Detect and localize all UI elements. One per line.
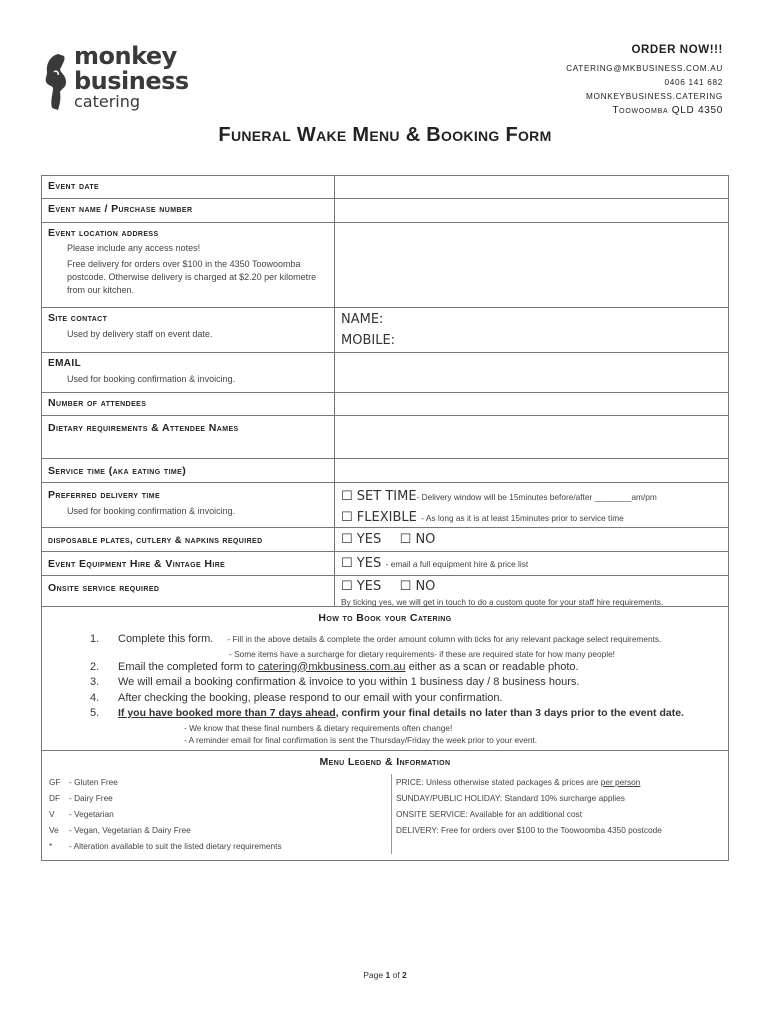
email-label: EMAIL <box>48 358 82 369</box>
flexible-option[interactable]: ☐ FLEXIBLE - As long as it is at least 15minutes prior to service time <box>341 510 624 525</box>
step-4: 4. After checking the booking, please respond to our email with your confirmation. <box>90 691 503 704</box>
onsite-label: Onsite service required <box>48 582 160 594</box>
row-equipment <box>42 552 728 576</box>
row-disposable <box>42 528 728 552</box>
step-5: 5. If you have booked more than 7 days ahead, confirm your final details no later than 3 days prior to the event date. <box>90 707 684 719</box>
equipment-yes-checkbox[interactable]: ☐ YES <box>341 556 382 571</box>
email-note: Used for booking confirmation & invoicing. <box>67 374 236 384</box>
site-contact-field[interactable] <box>335 308 728 352</box>
event-name-label: Event name / Purchase number <box>48 203 193 215</box>
equipment-note: - email a full equipment hire & price list <box>385 559 529 569</box>
legend-item: V - Vegetarian <box>49 808 114 819</box>
page-title: Funeral Wake Menu & Booking Form <box>218 124 552 146</box>
location-note-access: Please include any access notes! <box>67 243 201 253</box>
monkey-head-icon <box>44 52 70 112</box>
holiday-info: SUNDAY/PUBLIC HOLIDAY: Standard 10% surcharge applies <box>396 792 625 803</box>
contact-address: Toowoomba QLD 4350 <box>612 105 723 116</box>
location-field[interactable] <box>335 223 728 307</box>
dietary-field[interactable] <box>335 416 728 458</box>
row-service-time <box>42 459 728 483</box>
disposable-yes-checkbox[interactable]: ☐ YES <box>341 532 382 547</box>
onsite-note: By ticking yes, we will get in touch to do a custom quote for your staff hire requirements. <box>341 597 664 607</box>
location-label: Event location address <box>48 227 159 239</box>
flexible-note: - As long as it is at least 15minutes prior to service time <box>421 513 624 523</box>
legend-item: * - Alteration available to suit the listed dietary requirements <box>49 840 282 851</box>
onsite-yes-checkbox[interactable]: ☐ YES <box>341 579 382 594</box>
onsite-info: ONSITE SERVICE: Available for an additional cost <box>396 808 583 819</box>
step-5-sub-2: - A reminder email for final confirmation is sent the Thursday/Friday the week prior to your event. <box>184 734 538 745</box>
logo-line-catering: catering <box>74 92 141 111</box>
catering-email-link[interactable]: catering@mkbusiness.com.au <box>258 660 406 673</box>
contact-website[interactable]: MONKEYBUSINESS.CATERING <box>586 92 723 101</box>
legend-item: DF - Dairy Free <box>49 792 113 803</box>
row-onsite <box>42 576 728 607</box>
step-5-sub-1: - We know that these final numbers & dietary requirements often change! <box>184 722 453 733</box>
order-now-heading: ORDER NOW!!! <box>631 44 723 56</box>
site-contact-note: Used by delivery staff on event date. <box>67 329 213 339</box>
preferred-delivery-label: Preferred delivery time <box>48 489 161 501</box>
page-number: Page 1 of 2 <box>363 970 407 980</box>
row-email <box>42 353 728 393</box>
email-field[interactable] <box>335 353 728 392</box>
disposable-label: disposable plates, cutlery & napkins required <box>48 535 263 546</box>
legend-item: Ve - Vegan, Vegetarian & Dairy Free <box>49 824 191 835</box>
equipment-label: Event Equipment Hire & Vintage Hire <box>48 558 226 570</box>
attendees-label: Number of attendees <box>48 397 147 409</box>
service-time-label: Service time (aka eating time) <box>48 465 187 477</box>
dietary-label: Dietary requirements & Attendee Names <box>48 422 239 434</box>
legend-codes <box>42 774 392 854</box>
onsite-no-checkbox[interactable]: ☐ NO <box>399 579 436 594</box>
step-1-sub: - Some items have a surcharge for dietary requirements- if these are required state for how many people! <box>229 648 615 659</box>
equipment-option[interactable] <box>335 552 728 575</box>
row-attendees <box>42 393 728 416</box>
logo-line-business: business <box>74 67 189 95</box>
location-note-delivery: Free delivery for orders over $100 in the 4350 Toowoomba postcode. Otherwise delivery is charged at $2.20 per kilometre from our kitchen. <box>67 259 317 295</box>
legend-item: GF - Gluten Free <box>49 776 118 787</box>
event-date-label: Event date <box>48 180 100 192</box>
preferred-delivery-note: Used for booking confirmation & invoicing. <box>67 506 236 516</box>
disposable-no-checkbox[interactable]: ☐ NO <box>399 532 436 547</box>
price-info: PRICE: Unless otherwise stated packages & prices are per person <box>396 776 641 787</box>
row-event-name <box>42 199 728 223</box>
how-to-book-heading: How to Book your Catering <box>318 612 452 624</box>
step-1: 1. Complete this form. - Fill in the above details & complete the order amount column with ticks for any relevant package select requirements. <box>90 632 728 648</box>
how-to-book-section <box>42 607 728 751</box>
menu-legend-section <box>42 751 728 860</box>
row-preferred-delivery <box>42 483 728 528</box>
contact-block <box>566 44 723 118</box>
row-site-contact <box>42 308 728 353</box>
event-date-field[interactable] <box>335 176 728 198</box>
mobile-label: MOBILE: <box>341 333 396 348</box>
legend-info <box>392 774 728 854</box>
contact-phone: 0406 141 682 <box>664 78 723 87</box>
row-event-date <box>42 176 728 199</box>
attendees-field[interactable] <box>335 393 728 415</box>
delivery-info: DELIVERY: Free for orders over $100 to the Toowoomba 4350 postcode <box>396 824 662 835</box>
row-dietary <box>42 416 728 459</box>
set-time-option[interactable]: ☐ SET TIME- Delivery window will be 15minutes before/after ________am/pm <box>341 489 657 504</box>
set-time-note: - Delivery window will be 15minutes before/after ________am/pm <box>416 492 657 502</box>
service-time-field[interactable] <box>335 459 728 482</box>
booking-form <box>41 175 729 861</box>
contact-email[interactable]: CATERING@MKBUSINESS.COM.AU <box>566 64 723 73</box>
site-contact-label: Site contact <box>48 312 108 324</box>
logo <box>44 44 194 116</box>
menu-legend-heading: Menu Legend & Information <box>319 755 451 768</box>
step-3: 3. We will email a booking confirmation & invoice to you within 1 business day / 8 business hours. <box>90 676 580 688</box>
step-1-note: - Fill in the above details & complete the order amount column with ticks for any relevant package select requirements. <box>227 634 662 644</box>
logo-line-monkey: monkey <box>74 42 177 70</box>
step-2: 2. Email the completed form to catering@mkbusiness.com.au either as a scan or readable photo. <box>90 660 579 673</box>
row-location <box>42 223 728 308</box>
event-name-field[interactable] <box>335 199 728 222</box>
name-label: NAME: <box>341 312 384 327</box>
